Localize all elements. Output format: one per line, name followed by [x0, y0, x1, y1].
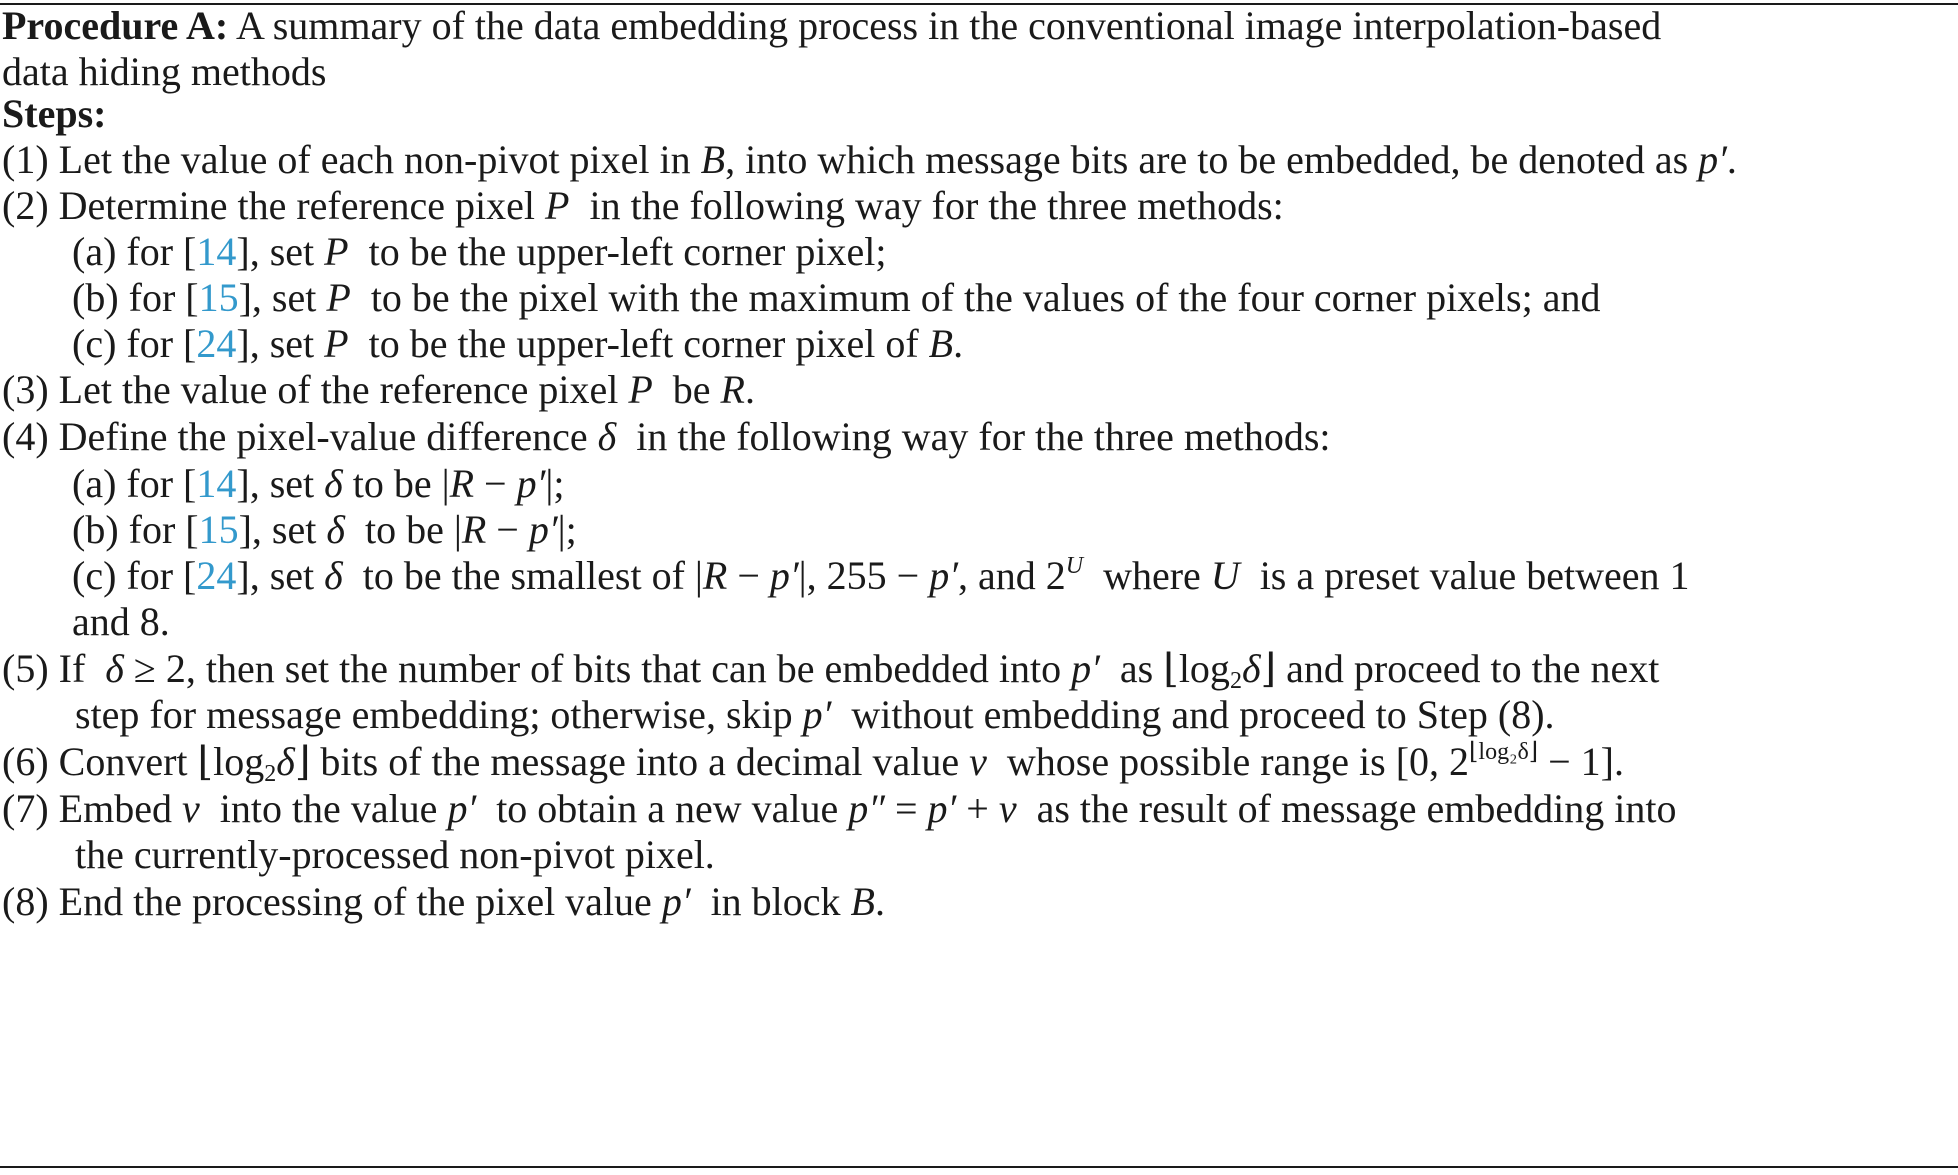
step-2a: (a) for [14], set P to be the upper-left corner pixel;: [72, 229, 887, 274]
step-2c: (c) for [24], set P to be the upper-left corner pixel of B.: [72, 321, 964, 366]
procedure-title: A summary of the data embedding process in the conventional image interpolation-based: [236, 3, 1662, 48]
step-4c-continued: and 8.: [72, 599, 170, 644]
step-2: (2) Determine the reference pixel P in the following way for the three methods:: [2, 183, 1284, 228]
citation-link[interactable]: 14: [196, 461, 237, 506]
step-4b: (b) for [15], set δ to be |R − p′|;: [72, 507, 577, 552]
step-8: (8) End the processing of the pixel value p′ in block B.: [2, 879, 885, 924]
step-7-continued: the currently-processed non-pivot pixel.: [75, 832, 715, 877]
citation-link[interactable]: 15: [198, 275, 239, 320]
step-5: (5) If δ ≥ 2, then set the number of bits that can be embedded into p′ as $⌊\log_2\delta⌋$ and proceed to the next: [2, 646, 1660, 694]
step-1: (1) Let the value of each non-pivot pixel in B, into which message bits are to be embedded, be denoted as p′.: [2, 137, 1737, 182]
step-6: (6) Convert $⌊\log_2\delta⌋$ bits of the message into a decimal value v whose possible range is [0, $2^{⌊log_2\delta⌋} - 1$].: [2, 739, 1625, 787]
step-4c: (c) for [24], set δ to be the smallest of |R − p′|, 255 − p′, and $2^U$ where U is a preset value between 1: [72, 553, 1690, 598]
citation-link[interactable]: 24: [196, 553, 237, 598]
step-5-continued: step for message embedding; otherwise, skip p′ without embedding and proceed to Step (8).: [75, 692, 1555, 737]
bottom-rule: [0, 1166, 1958, 1168]
steps-heading: Steps:: [2, 91, 107, 136]
procedure-title-line-2: data hiding methods: [2, 49, 327, 94]
procedure-title-line-1: [2, 2, 1661, 50]
step-7: (7) Embed v into the value p′ to obtain a new value p″ = p′ + v as the result of message embedding into: [2, 786, 1677, 831]
step-4: (4) Define the pixel-value difference δ in the following way for the three methods:: [2, 414, 1331, 459]
citation-link[interactable]: 15: [198, 507, 239, 552]
citation-link[interactable]: 24: [196, 321, 237, 366]
procedure-label: Procedure A:: [2, 3, 229, 48]
citation-link[interactable]: 14: [196, 229, 237, 274]
step-3: (3) Let the value of the reference pixel P be R.: [2, 367, 755, 412]
step-2b: (b) for [15], set P to be the pixel with the maximum of the values of the four corner pixels; and: [72, 275, 1601, 320]
step-4a: (a) for [14], set δ to be |R − p′|;: [72, 461, 565, 506]
